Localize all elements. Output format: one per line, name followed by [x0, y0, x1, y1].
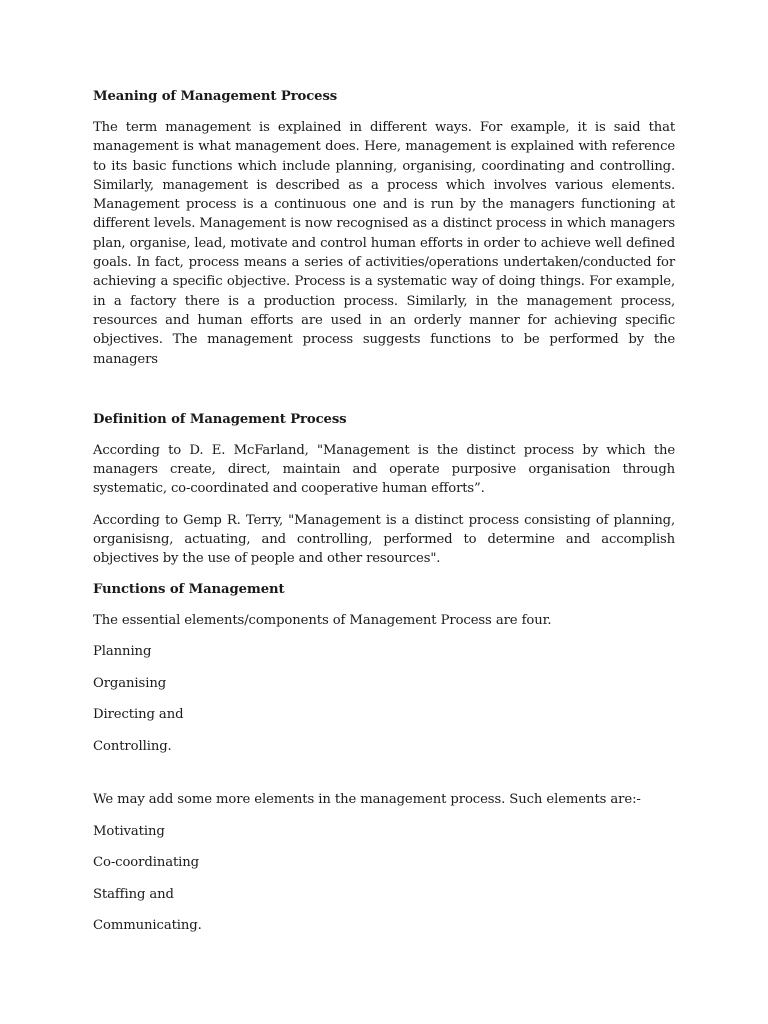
element-controlling: Controlling.: [93, 738, 172, 754]
element-directing: Directing and: [93, 707, 184, 723]
element-motivating: Motivating: [93, 823, 165, 839]
element-organising: Organising: [93, 675, 167, 691]
definition-terry: According to Gemp R. Terry, "Management is a distinct process consisting of planning, organisisng, actuating, and controlling, performed to determine and accomplish objectives by the use of people and other resources".: [93, 512, 675, 567]
more-elements-intro: We may add some more elements in the management process. Such elements are:-: [93, 792, 641, 808]
functions-heading: Functions of Management: [93, 581, 285, 597]
meaning-heading: Meaning of Management Process: [93, 89, 338, 104]
meaning-paragraph: The term management is explained in different ways. For example, it is said that management is what management does. Here, management is explained with reference to its basic functions which include planning, organising, coordinating and controlling. Similarly, management is described as a process which involves various elements. Management process is a continuous one and is run by the managers functioning at different levels. Management is now recognised as a distinct process in which managers plan, organise, lead, motivate and control human efforts in order to achieve well defined goals. In fact, process means a series of activities/operations undertaken/conducted for achieving a specific objective. Process is a systematic way of doing things. For example, in a factory there is a production process. Similarly, in the management process, resources and human efforts are used in an orderly manner for achieving specific objectives. The management process suggests functions to be performed by the managers: [93, 120, 675, 367]
element-communicating: Communicating.: [93, 918, 202, 934]
definition-heading: Definition of Management Process: [93, 411, 347, 427]
definition-mcfarland: According to D. E. McFarland, "Management is the distinct process by which the managers create, direct, maintain and operate purposive organisation through systematic, co-coordinated and cooperative human efforts”.: [93, 442, 675, 497]
element-co-coordinating: Co-coordinating: [93, 855, 200, 871]
element-planning: Planning: [93, 644, 152, 660]
functions-intro: The essential elements/components of Management Process are four.: [93, 612, 552, 628]
element-staffing: Staffing and: [93, 886, 174, 902]
